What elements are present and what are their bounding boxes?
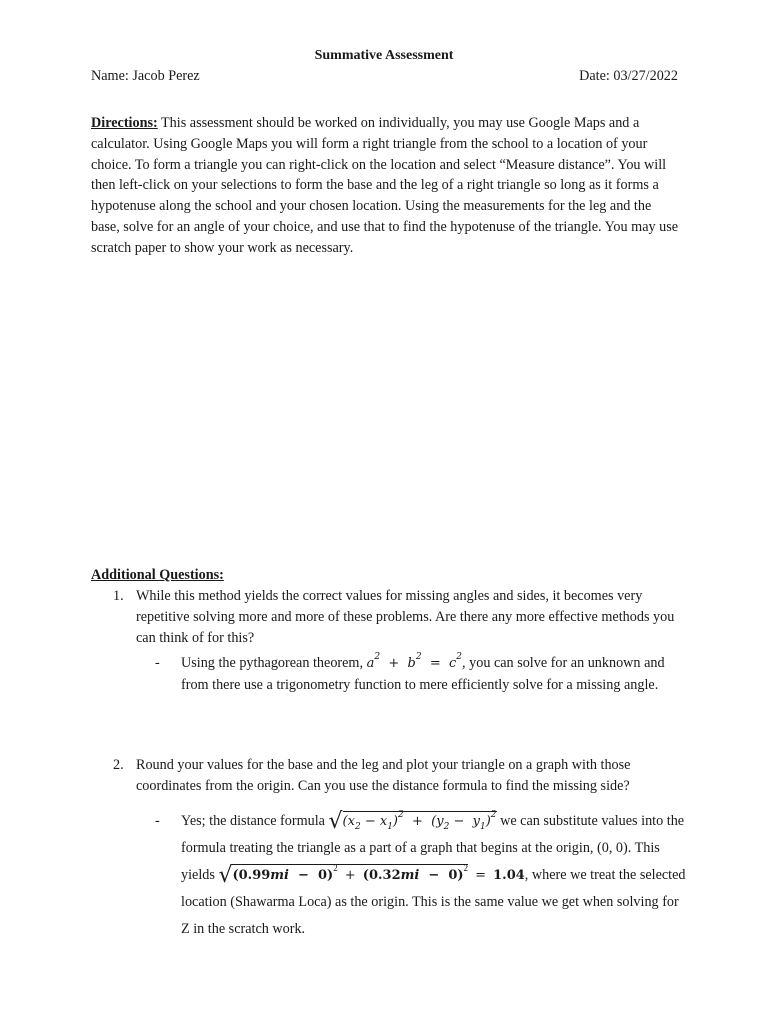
- document-title: Summative Assessment: [314, 48, 454, 63]
- directions-paragraph: [91, 113, 683, 259]
- distance-formula: $√(x_2 - x_1)^2 + (y_2 - y_1)^2$: [328, 809, 497, 834]
- answer-2: [155, 808, 685, 943]
- pythagorean-formula: $a^2 + b^2 = c^2$: [366, 652, 463, 671]
- answer-text-before: Using the pythagorean theorem,: [181, 655, 367, 671]
- answer-1: [155, 653, 685, 696]
- hypotenuse-result: 1.04: [493, 868, 525, 883]
- leg-value: 0.32: [368, 868, 401, 883]
- question-2: [91, 755, 691, 797]
- answer-text-part3: , where we treat the selected location (Shawarma Loca) as the origin. This is the same value we get when solving for Z in the scratch work.: [181, 867, 686, 937]
- question-text: Round your values for the base and the leg and plot your triangle on a graph with those coordinates from the origin. Can you use the distance formula to find the missing side?: [136, 757, 631, 794]
- answer-text: [181, 653, 686, 696]
- additional-questions-heading: Additional Questions:: [91, 567, 224, 583]
- answer-text-part2: we can substitute values into the formula treating the triangle as a part of a graph that begins at the origin, (0, 0). This yields: [181, 813, 685, 883]
- question-number: 1.: [113, 588, 124, 604]
- distance-calculation: $√(0.99mi - 0)^2 + (0.32mi - 0)^2 = 1.04$: [218, 863, 525, 888]
- question-number: 2.: [113, 757, 124, 773]
- directions-label: Directions:: [91, 115, 158, 131]
- base-value: 0.99: [238, 868, 271, 883]
- answer-text-after: , you can solve for an unknown and from there use a trigonometry function to mere efficiently solve for a missing angle.: [181, 655, 665, 693]
- directions-text: This assessment should be worked on individually, you may use Google Maps and a calculator. Using Google Maps you will form a right triangle from the school to a location of your choice. To form a triangle you can right-click on the location and select “Measure distance”. You will then left-click on your selections to form the base and the leg of a right triangle so long as it forms a hypotenuse along the school and your chosen location. Using the measurements for the leg and the base, solve for an angle of your choice, and use that to find the hypotenuse of the triangle. You may use scratch paper to show your work as necessary.: [91, 115, 679, 256]
- assessment-date: Date: 03/27/2022: [579, 68, 678, 84]
- question-text: While this method yields the correct values for missing angles and sides, it becomes very repetitive solving more and more of these problems. Are there any more effective methods you can think of for this?: [136, 588, 675, 646]
- answer-text: [181, 808, 686, 943]
- list-dash: -: [155, 655, 160, 671]
- question-1: [91, 586, 691, 648]
- answer-text-part1: Yes; the distance formula: [181, 813, 329, 829]
- student-name: Name: Jacob Perez: [91, 68, 200, 84]
- list-dash: -: [155, 813, 160, 829]
